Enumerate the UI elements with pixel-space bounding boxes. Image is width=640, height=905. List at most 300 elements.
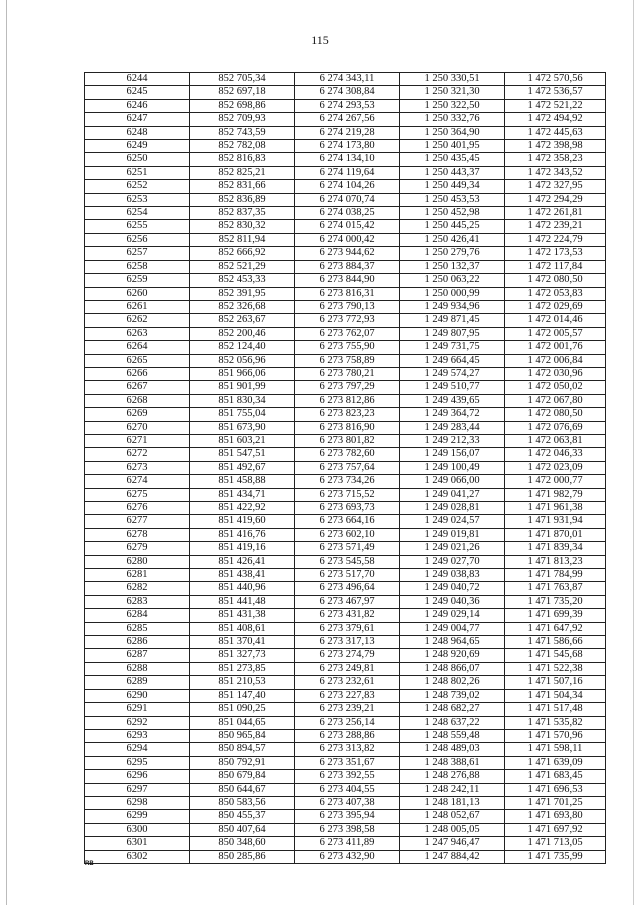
coordinate-cell: 1 249 029,14 — [400, 609, 505, 622]
coordinate-cell: 851 492,67 — [190, 461, 295, 474]
coordinate-cell: 1 249 439,65 — [400, 394, 505, 407]
table-row — [85, 770, 606, 783]
coordinate-cell: 851 419,60 — [190, 515, 295, 528]
coordinate-cell: 851 440,96 — [190, 582, 295, 595]
coordinate-cell: 1 471 982,79 — [505, 488, 606, 501]
coordinate-cell: 1 248 682,27 — [400, 703, 505, 716]
coordinate-cell: 1 472 398,98 — [505, 140, 606, 153]
coordinate-cell: 1 250 000,99 — [400, 287, 505, 300]
coordinate-cell: 1 250 453,53 — [400, 193, 505, 206]
table-row — [85, 354, 606, 367]
point-number-cell: 6257 — [85, 247, 190, 260]
coordinate-cell: 6 273 467,97 — [295, 595, 400, 608]
point-number-cell: 6264 — [85, 341, 190, 354]
coordinate-cell: 1 471 647,92 — [505, 622, 606, 635]
point-number-cell: 6298 — [85, 796, 190, 809]
coordinate-cell: 1 471 586,66 — [505, 636, 606, 649]
coordinate-cell: 851 408,61 — [190, 622, 295, 635]
coordinate-cell: 852 816,83 — [190, 153, 295, 166]
coordinate-cell: 1 249 021,26 — [400, 542, 505, 555]
coordinate-cell: 1 472 000,77 — [505, 475, 606, 488]
coordinate-cell: 6 273 823,23 — [295, 408, 400, 421]
coordinate-cell: 851 273,85 — [190, 662, 295, 675]
table-row — [85, 676, 606, 689]
coordinate-cell: 850 792,91 — [190, 756, 295, 769]
coordinate-cell: 1 250 443,37 — [400, 166, 505, 179]
coordinate-cell: 6 273 780,21 — [295, 367, 400, 380]
coordinate-cell: 6 273 432,90 — [295, 850, 400, 863]
point-number-cell: 6295 — [85, 756, 190, 769]
coordinate-cell: 851 458,88 — [190, 475, 295, 488]
coordinate-cell: 1 250 063,22 — [400, 274, 505, 287]
point-number-cell: 6300 — [85, 823, 190, 836]
coordinate-cell: 1 472 050,02 — [505, 381, 606, 394]
table-row — [85, 153, 606, 166]
coordinate-cell: 6 273 517,70 — [295, 569, 400, 582]
point-number-cell: 6289 — [85, 676, 190, 689]
coordinate-cell: 1 249 019,81 — [400, 528, 505, 541]
scan-edge-right — [633, 0, 634, 905]
table-row — [85, 408, 606, 421]
coordinate-cell: 1 472 445,63 — [505, 126, 606, 139]
coordinate-cell: 1 250 321,30 — [400, 86, 505, 99]
coordinate-cell: 1 249 574,27 — [400, 367, 505, 380]
coordinate-cell: 1 248 920,69 — [400, 649, 505, 662]
coordinate-cell: 1 249 040,72 — [400, 582, 505, 595]
coordinate-cell: 850 894,57 — [190, 743, 295, 756]
table-row — [85, 823, 606, 836]
coordinate-cell: 851 370,41 — [190, 636, 295, 649]
coordinate-cell: 1 471 504,34 — [505, 689, 606, 702]
coordinate-cell: 851 966,06 — [190, 367, 295, 380]
coordinate-cell: 1 471 696,53 — [505, 783, 606, 796]
point-number-cell: 6252 — [85, 180, 190, 193]
coordinate-cell: 850 455,37 — [190, 810, 295, 823]
table-row — [85, 796, 606, 809]
coordinate-cell: 852 782,08 — [190, 140, 295, 153]
point-number-cell: 6259 — [85, 274, 190, 287]
coordinate-cell: 6 273 274,79 — [295, 649, 400, 662]
point-number-cell: 6283 — [85, 595, 190, 608]
coordinate-cell: 852 709,93 — [190, 113, 295, 126]
coordinate-cell: 6 273 816,31 — [295, 287, 400, 300]
point-number-cell: 6275 — [85, 488, 190, 501]
coordinate-cell: 1 247 946,47 — [400, 837, 505, 850]
table-row — [85, 381, 606, 394]
coordinate-cell: 1 472 001,76 — [505, 341, 606, 354]
coordinate-cell: 1 472 327,95 — [505, 180, 606, 193]
coordinate-cell: 1 471 517,48 — [505, 703, 606, 716]
coordinate-cell: 1 471 507,16 — [505, 676, 606, 689]
coordinate-cell: 851 327,73 — [190, 649, 295, 662]
coordinate-cell: 1 471 693,80 — [505, 810, 606, 823]
coordinate-cell: 1 472 261,81 — [505, 207, 606, 220]
coordinate-cell: 6 273 411,89 — [295, 837, 400, 850]
point-number-cell: 6253 — [85, 193, 190, 206]
point-number-cell: 6291 — [85, 703, 190, 716]
coordinate-cell: 1 250 435,45 — [400, 153, 505, 166]
point-number-cell: 6273 — [85, 461, 190, 474]
coordinate-cell: 1 472 358,23 — [505, 153, 606, 166]
table-row — [85, 394, 606, 407]
coordinate-cell: 1 472 117,84 — [505, 260, 606, 273]
coordinate-cell: 1 472 080,50 — [505, 408, 606, 421]
coordinate-cell: 6 273 317,13 — [295, 636, 400, 649]
coordinate-cell: 6 273 812,86 — [295, 394, 400, 407]
coordinate-cell: 1 471 813,23 — [505, 555, 606, 568]
coordinate-cell: 1 471 545,68 — [505, 649, 606, 662]
coordinate-cell: 6 273 351,67 — [295, 756, 400, 769]
coordinate-cell: 6 273 239,21 — [295, 703, 400, 716]
coordinate-cell: 1 471 931,94 — [505, 515, 606, 528]
coordinate-cell: 1 249 100,49 — [400, 461, 505, 474]
coordinate-cell: 1 471 961,38 — [505, 502, 606, 515]
table-row — [85, 113, 606, 126]
coordinate-cell: 851 673,90 — [190, 421, 295, 434]
coordinate-cell: 1 472 046,33 — [505, 448, 606, 461]
coordinate-cell: 1 248 866,07 — [400, 662, 505, 675]
point-number-cell: 6278 — [85, 528, 190, 541]
coordinate-cell: 1 250 426,41 — [400, 233, 505, 246]
coordinate-cell: 6 274 293,53 — [295, 99, 400, 112]
coordinate-cell: 6 273 797,29 — [295, 381, 400, 394]
coordinate-cell: 1 249 283,44 — [400, 421, 505, 434]
coordinate-cell: 851 603,21 — [190, 434, 295, 447]
coordinate-cell: 1 471 697,92 — [505, 823, 606, 836]
coordinate-cell: 1 471 701,25 — [505, 796, 606, 809]
table-row — [85, 756, 606, 769]
point-number-cell: 6263 — [85, 327, 190, 340]
coordinate-cell: 6 273 772,93 — [295, 314, 400, 327]
coordinate-cell: 6 273 227,83 — [295, 689, 400, 702]
coordinate-cell: 6 273 755,90 — [295, 341, 400, 354]
coordinate-cell: 6 274 267,56 — [295, 113, 400, 126]
footer-mark: RB — [85, 861, 94, 867]
page-number: 115 — [311, 33, 329, 47]
coordinate-cell: 6 273 407,38 — [295, 796, 400, 809]
coordinate-cell: 851 830,34 — [190, 394, 295, 407]
coordinate-cell: 1 472 029,69 — [505, 300, 606, 313]
coordinate-cell: 852 326,68 — [190, 300, 295, 313]
coordinate-cell: 1 472 014,46 — [505, 314, 606, 327]
coordinate-cell: 1 471 735,20 — [505, 595, 606, 608]
coordinate-cell: 1 471 839,34 — [505, 542, 606, 555]
point-number-cell: 6290 — [85, 689, 190, 702]
coordinate-cell: 850 644,67 — [190, 783, 295, 796]
coordinate-cell: 852 391,95 — [190, 287, 295, 300]
point-number-cell: 6268 — [85, 394, 190, 407]
table-row — [85, 300, 606, 313]
coordinate-cell: 850 348,60 — [190, 837, 295, 850]
coordinate-cell: 6 273 249,81 — [295, 662, 400, 675]
coordinate-cell: 1 249 028,81 — [400, 502, 505, 515]
coordinate-cell: 6 274 070,74 — [295, 193, 400, 206]
coordinate-cell: 6 273 404,55 — [295, 783, 400, 796]
coordinate-cell: 851 901,99 — [190, 381, 295, 394]
coordinate-cell: 1 248 964,65 — [400, 636, 505, 649]
coordinate-cell: 1 472 294,29 — [505, 193, 606, 206]
table-row — [85, 703, 606, 716]
coordinate-cell: 1 472 494,92 — [505, 113, 606, 126]
table-row — [85, 73, 606, 86]
coordinate-cell: 1 249 364,72 — [400, 408, 505, 421]
point-number-cell: 6294 — [85, 743, 190, 756]
coordinate-cell: 1 471 570,96 — [505, 729, 606, 742]
coordinate-cell: 6 273 431,82 — [295, 609, 400, 622]
coordinate-cell: 1 249 038,83 — [400, 569, 505, 582]
coordinate-cell: 6 273 801,82 — [295, 434, 400, 447]
point-number-cell: 6249 — [85, 140, 190, 153]
coordinate-cell: 1 472 006,84 — [505, 354, 606, 367]
point-number-cell: 6292 — [85, 716, 190, 729]
point-number-cell: 6256 — [85, 233, 190, 246]
coordinate-cell: 851 547,51 — [190, 448, 295, 461]
coordinate-cell: 851 210,53 — [190, 676, 295, 689]
table-row — [85, 582, 606, 595]
point-number-cell: 6276 — [85, 502, 190, 515]
coordinate-cell: 1 471 870,01 — [505, 528, 606, 541]
coordinate-cell: 1 472 063,81 — [505, 434, 606, 447]
coordinate-cell: 851 044,65 — [190, 716, 295, 729]
coordinate-cell: 1 471 763,87 — [505, 582, 606, 595]
table-row — [85, 421, 606, 434]
coordinate-cell: 852 837,35 — [190, 207, 295, 220]
coordinate-cell: 1 472 239,21 — [505, 220, 606, 233]
coordinate-cell: 850 679,84 — [190, 770, 295, 783]
coordinate-cell: 1 250 279,76 — [400, 247, 505, 260]
table-row — [85, 247, 606, 260]
table-row — [85, 448, 606, 461]
point-number-cell: 6258 — [85, 260, 190, 273]
coordinate-cell: 1 472 030,96 — [505, 367, 606, 380]
table-row — [85, 327, 606, 340]
coordinate-cell: 1 472 053,83 — [505, 287, 606, 300]
table-row — [85, 193, 606, 206]
coordinate-cell: 1 472 173,53 — [505, 247, 606, 260]
coordinate-cell: 1 248 242,11 — [400, 783, 505, 796]
point-number-cell: 6262 — [85, 314, 190, 327]
coordinate-cell: 1 249 664,45 — [400, 354, 505, 367]
point-number-cell: 6288 — [85, 662, 190, 675]
coordinate-cell: 1 249 040,36 — [400, 595, 505, 608]
coordinate-cell: 1 249 027,70 — [400, 555, 505, 568]
point-number-cell: 6251 — [85, 166, 190, 179]
coordinate-cell: 6 273 762,07 — [295, 327, 400, 340]
table-row — [85, 636, 606, 649]
coordinate-cell: 6 273 545,58 — [295, 555, 400, 568]
coordinate-cell: 6 273 392,55 — [295, 770, 400, 783]
table-row — [85, 850, 606, 863]
point-number-cell: 6293 — [85, 729, 190, 742]
coordinate-cell: 1 472 224,79 — [505, 233, 606, 246]
point-number-cell: 6245 — [85, 86, 190, 99]
coordinate-cell: 851 090,25 — [190, 703, 295, 716]
coordinate-cell: 1 250 332,76 — [400, 113, 505, 126]
point-number-cell: 6285 — [85, 622, 190, 635]
coordinate-cell: 6 273 496,64 — [295, 582, 400, 595]
coordinate-cell: 1 249 004,77 — [400, 622, 505, 635]
coordinate-cell: 1 249 041,27 — [400, 488, 505, 501]
coordinate-cell: 852 830,32 — [190, 220, 295, 233]
table-row — [85, 555, 606, 568]
table-row — [85, 341, 606, 354]
table-row — [85, 287, 606, 300]
coordinate-cell: 6 274 038,25 — [295, 207, 400, 220]
coordinate-cell: 1 472 570,56 — [505, 73, 606, 86]
coordinate-cell: 1 472 080,50 — [505, 274, 606, 287]
point-number-cell: 6247 — [85, 113, 190, 126]
coordinate-cell: 6 273 816,90 — [295, 421, 400, 434]
coordinate-cell: 1 248 739,02 — [400, 689, 505, 702]
point-number-cell: 6277 — [85, 515, 190, 528]
coordinate-cell: 851 441,48 — [190, 595, 295, 608]
coordinate-cell: 6 273 757,64 — [295, 461, 400, 474]
coordinate-cell: 852 705,34 — [190, 73, 295, 86]
table-row — [85, 86, 606, 99]
coordinate-cell: 851 431,38 — [190, 609, 295, 622]
coordinate-cell: 852 056,96 — [190, 354, 295, 367]
point-number-cell: 6266 — [85, 367, 190, 380]
coordinate-cell: 6 273 844,90 — [295, 274, 400, 287]
point-number-cell: 6297 — [85, 783, 190, 796]
coordinate-cell: 6 274 134,10 — [295, 153, 400, 166]
table-row — [85, 233, 606, 246]
coordinate-cell: 1 250 452,98 — [400, 207, 505, 220]
coordinate-cell: 851 422,92 — [190, 502, 295, 515]
table-row — [85, 502, 606, 515]
coordinate-cell: 852 521,29 — [190, 260, 295, 273]
coordinate-cell: 851 438,41 — [190, 569, 295, 582]
point-number-cell: 6286 — [85, 636, 190, 649]
point-number-cell: 6280 — [85, 555, 190, 568]
coordinate-cell: 1 248 052,67 — [400, 810, 505, 823]
coordinate-cell: 851 147,40 — [190, 689, 295, 702]
table-row — [85, 595, 606, 608]
coordinate-cell: 1 249 731,75 — [400, 341, 505, 354]
table-row — [85, 810, 606, 823]
coordinate-cell: 1 471 639,09 — [505, 756, 606, 769]
coordinate-cell: 1 249 066,00 — [400, 475, 505, 488]
table-row — [85, 434, 606, 447]
coordinate-cell: 6 274 308,84 — [295, 86, 400, 99]
point-number-cell: 6255 — [85, 220, 190, 233]
coordinate-cell: 1 250 445,25 — [400, 220, 505, 233]
coordinate-cell: 6 273 944,62 — [295, 247, 400, 260]
coordinate-cell: 1 248 559,48 — [400, 729, 505, 742]
coordinate-cell: 1 471 522,38 — [505, 662, 606, 675]
coordinate-cell: 1 248 388,61 — [400, 756, 505, 769]
coordinate-cell: 1 249 934,96 — [400, 300, 505, 313]
table-row — [85, 743, 606, 756]
point-number-cell: 6272 — [85, 448, 190, 461]
table-row — [85, 837, 606, 850]
coordinate-cell: 6 273 256,14 — [295, 716, 400, 729]
coordinate-cell: 1 250 322,50 — [400, 99, 505, 112]
coordinate-cell: 6 274 173,80 — [295, 140, 400, 153]
coordinate-cell: 1 471 683,45 — [505, 770, 606, 783]
table-row — [85, 783, 606, 796]
table-row — [85, 716, 606, 729]
coordinate-cell: 852 825,21 — [190, 166, 295, 179]
coordinate-cell: 1 472 005,57 — [505, 327, 606, 340]
coordinate-cell: 1 250 449,34 — [400, 180, 505, 193]
coordinate-cell: 852 698,86 — [190, 99, 295, 112]
table-row — [85, 207, 606, 220]
coordinate-cell: 1 250 132,37 — [400, 260, 505, 273]
coordinate-cell: 852 811,94 — [190, 233, 295, 246]
point-number-cell: 6281 — [85, 569, 190, 582]
coordinate-cell: 851 434,71 — [190, 488, 295, 501]
coordinate-cell: 1 472 536,57 — [505, 86, 606, 99]
table-row — [85, 515, 606, 528]
coordinate-cell: 852 124,40 — [190, 341, 295, 354]
coordinate-cell: 852 743,59 — [190, 126, 295, 139]
point-number-cell: 6260 — [85, 287, 190, 300]
coordinate-cell: 1 248 802,26 — [400, 676, 505, 689]
coordinate-cell: 1 472 521,22 — [505, 99, 606, 112]
coordinate-cell: 850 407,64 — [190, 823, 295, 836]
coordinate-cell: 6 273 288,86 — [295, 729, 400, 742]
coordinate-cell: 1 249 156,07 — [400, 448, 505, 461]
coordinate-cell: 6 274 119,64 — [295, 166, 400, 179]
coordinate-cell: 6 273 313,82 — [295, 743, 400, 756]
coordinate-cell: 6 273 571,49 — [295, 542, 400, 555]
point-number-cell: 6250 — [85, 153, 190, 166]
coordinate-cell: 6 274 015,42 — [295, 220, 400, 233]
coordinate-cell: 6 274 104,26 — [295, 180, 400, 193]
point-number-cell: 6284 — [85, 609, 190, 622]
table-row — [85, 729, 606, 742]
coordinate-cell: 1 472 343,52 — [505, 166, 606, 179]
table-row — [85, 569, 606, 582]
table-row — [85, 367, 606, 380]
table-row — [85, 180, 606, 193]
coordinate-cell: 6 273 782,60 — [295, 448, 400, 461]
coordinate-cell: 851 419,16 — [190, 542, 295, 555]
coordinate-cell: 1 248 181,13 — [400, 796, 505, 809]
table-row — [85, 649, 606, 662]
coordinate-cell: 1 248 489,03 — [400, 743, 505, 756]
coordinate-cell: 6 273 884,37 — [295, 260, 400, 273]
coordinate-cell: 851 755,04 — [190, 408, 295, 421]
table-row — [85, 528, 606, 541]
point-number-cell: 6246 — [85, 99, 190, 112]
table-row — [85, 461, 606, 474]
coordinate-cell: 852 263,67 — [190, 314, 295, 327]
table-row — [85, 274, 606, 287]
coordinate-cell: 1 250 330,51 — [400, 73, 505, 86]
coordinate-cell: 1 471 784,99 — [505, 569, 606, 582]
coordinate-cell: 6 274 343,11 — [295, 73, 400, 86]
coordinate-cell: 6 273 232,61 — [295, 676, 400, 689]
coordinates-table — [84, 72, 606, 864]
coordinate-cell: 1 249 212,33 — [400, 434, 505, 447]
coordinate-cell: 852 453,33 — [190, 274, 295, 287]
coordinate-cell: 851 426,41 — [190, 555, 295, 568]
point-number-cell: 6270 — [85, 421, 190, 434]
coordinate-cell: 6 273 395,94 — [295, 810, 400, 823]
coordinate-cell: 852 836,89 — [190, 193, 295, 206]
table-row — [85, 475, 606, 488]
table-row — [85, 99, 606, 112]
coordinate-cell: 1 471 699,39 — [505, 609, 606, 622]
coordinate-cell: 1 249 510,77 — [400, 381, 505, 394]
table-row — [85, 166, 606, 179]
coordinate-cell: 1 247 884,42 — [400, 850, 505, 863]
point-number-cell: 6265 — [85, 354, 190, 367]
point-number-cell: 6254 — [85, 207, 190, 220]
coordinate-cell: 6 273 790,13 — [295, 300, 400, 313]
